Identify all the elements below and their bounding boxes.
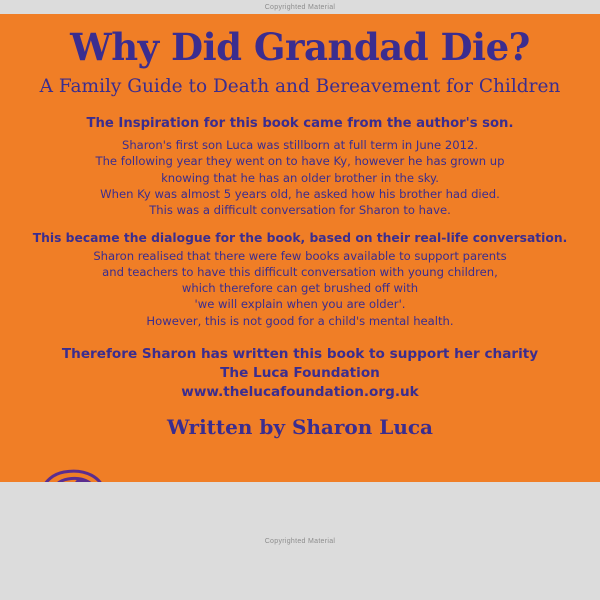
copyright-watermark-bottom: Copyrighted Material <box>0 482 600 600</box>
copyright-watermark-top: Copyrighted Material <box>0 0 600 14</box>
blurb-line: which therefore can get brushed off with <box>181 281 419 296</box>
blurb-line: However, this is not good for a child's mental health. <box>146 313 454 328</box>
book-subtitle: A Family Guide to Death and Bereavement for Children <box>39 76 561 98</box>
blurb-block-inspiration <box>22 115 578 218</box>
blurb-line: 'we will explain when you are older'. <box>194 297 406 312</box>
blurb-line: This was a difficult conversation for Sharon to have. <box>149 203 451 218</box>
blurb-line: knowing that he has an older brother in the sky. <box>161 170 439 185</box>
book-title: Why Did Grandad Die? <box>70 25 530 69</box>
blurb-lead: The Inspiration for this book came from the author's son. <box>86 116 514 132</box>
blurb-line: The following year they went on to have Ky, however he has grown up <box>95 154 505 169</box>
charity-line-2: The Luca Foundation <box>220 364 380 381</box>
charity-website-link[interactable]: www.thelucafoundation.org.uk <box>181 383 419 400</box>
blurb-block-dialogue <box>22 230 578 329</box>
back-cover-blurb <box>22 115 578 401</box>
blurb-line: and teachers to have this difficult conversation with young children, <box>102 264 498 279</box>
blurb-emphasis: This became the dialogue for the book, based on their real-life conversation. <box>32 231 568 246</box>
blurb-line: When Ky was almost 5 years old, he asked how his brother had died. <box>100 186 500 201</box>
author-credit: Written by Sharon Luca <box>166 414 434 439</box>
charity-block <box>22 345 578 402</box>
blurb-line: Sharon realised that there were few books available to support parents <box>93 248 507 263</box>
blurb-line: Sharon's first son Luca was stillborn at full term in June 2012. <box>121 138 479 153</box>
charity-line-1: Therefore Sharon has written this book to support her charity <box>61 345 539 362</box>
